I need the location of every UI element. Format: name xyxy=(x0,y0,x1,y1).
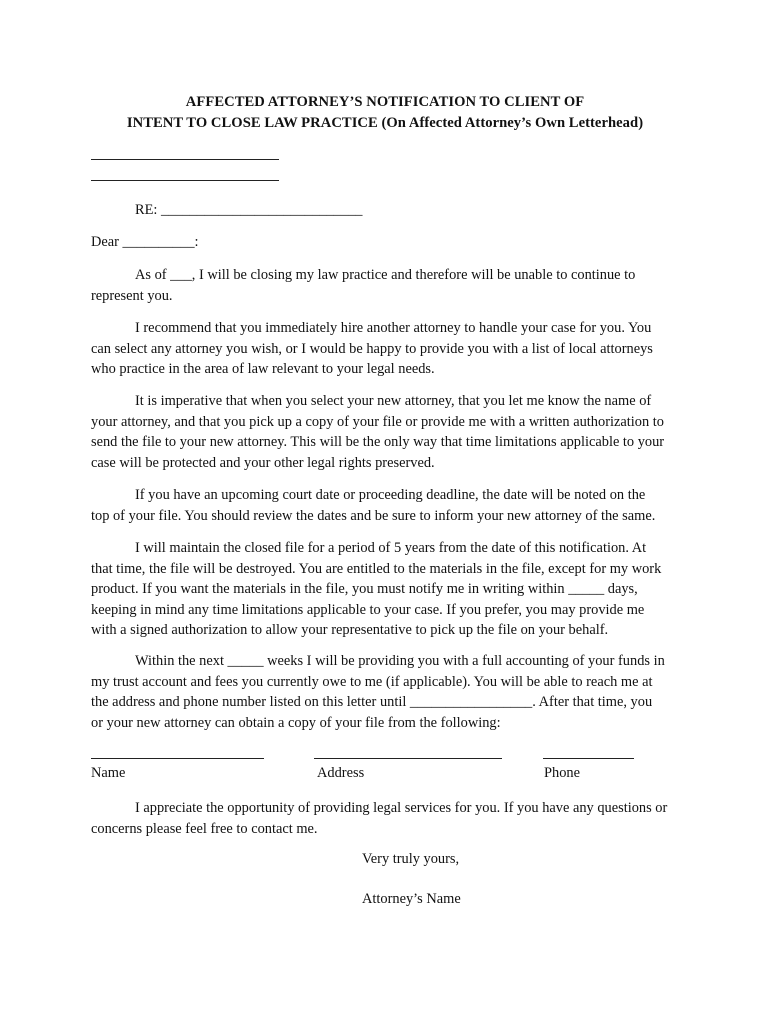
paragraph-court-dates xyxy=(91,485,681,526)
salutation: Dear __________: xyxy=(91,234,199,250)
paragraph-line: As of ___, I will be closing my law practice and therefore will be unable to continue to xyxy=(135,267,636,283)
recipient-address-line-1 xyxy=(91,159,279,160)
valediction: Very truly yours, xyxy=(362,851,460,867)
paragraph-line: I will maintain the closed file for a period of 5 years from the date of this notification. At xyxy=(135,540,647,556)
paragraph-appreciation xyxy=(91,798,681,839)
paragraph-line: I appreciate the opportunity of providing legal services for you. If you have any questions or xyxy=(135,800,668,816)
paragraph-line: top of your file. You should review the dates and be sure to inform your new attorney of the same. xyxy=(91,507,656,524)
address-label: Address xyxy=(317,765,365,781)
address-blank-line xyxy=(314,758,502,759)
paragraph-line: your attorney, and that you pick up a copy of your file or provide me with a written authorization to xyxy=(91,413,664,430)
signature-name: Attorney’s Name xyxy=(362,891,461,907)
paragraph-line: represent you. xyxy=(91,287,173,304)
paragraph-line: If you have an upcoming court date or proceeding deadline, the date will be noted on the xyxy=(135,487,646,503)
paragraph-closed-file xyxy=(91,538,681,641)
paragraph-line: concerns please feel free to contact me. xyxy=(91,820,318,837)
paragraph-line: I recommend that you immediately hire another attorney to handle your case for you. You xyxy=(135,320,652,336)
paragraph-hire-attorney xyxy=(91,318,681,380)
recipient-address-line-2 xyxy=(91,180,279,181)
paragraph-accounting xyxy=(91,651,681,733)
document-title-line1: AFFECTED ATTORNEY’S NOTIFICATION TO CLIENT OF xyxy=(185,94,585,110)
paragraph-line: It is imperative that when you select your new attorney, that you let me know the name of xyxy=(135,393,652,409)
paragraph-line: or your new attorney can obtain a copy of your file from the following: xyxy=(91,714,501,731)
paragraph-line: can select any attorney you wish, or I would be happy to provide you with a list of local attorneys xyxy=(91,340,653,357)
paragraph-line: case will be protected and your other legal rights preserved. xyxy=(91,454,435,471)
paragraph-line: Within the next _____ weeks I will be providing you with a full accounting of your funds in xyxy=(135,653,665,669)
document-title-line2: INTENT TO CLOSE LAW PRACTICE (On Affected Attorney’s Own Letterhead) xyxy=(126,115,644,131)
paragraph-line: keeping in mind any time limitations applicable to your case. If you prefer, you may provide me xyxy=(91,601,645,618)
name-label: Name xyxy=(91,765,126,781)
paragraph-closing-notice xyxy=(91,265,681,306)
re-line: RE: ____________________________ xyxy=(135,202,363,218)
paragraph-line: who practice in the area of law relevant to your legal needs. xyxy=(91,361,435,378)
paragraph-line: send the file to your new attorney. This will be the only way that time limitations applicable to your xyxy=(91,434,665,451)
paragraph-line: that time, the file will be destroyed. You are entitled to the materials in the file, except for my work xyxy=(91,560,662,577)
paragraph-line: product. If you want the materials in the file, you must notify me in writing within _____ days, xyxy=(91,581,638,598)
phone-blank-line xyxy=(543,758,634,759)
paragraph-line: my trust account and fees you currently owe to me (if applicable). You will be able to reach me at xyxy=(91,673,653,690)
phone-label: Phone xyxy=(544,765,580,781)
paragraph-line: the address and phone number listed on this letter until _________________. After that time, you xyxy=(91,694,653,711)
name-blank-line xyxy=(91,758,264,759)
paragraph-line: with a signed authorization to allow your representative to pick up the file on your behalf. xyxy=(91,622,609,639)
paragraph-notify-attorney xyxy=(91,391,681,473)
